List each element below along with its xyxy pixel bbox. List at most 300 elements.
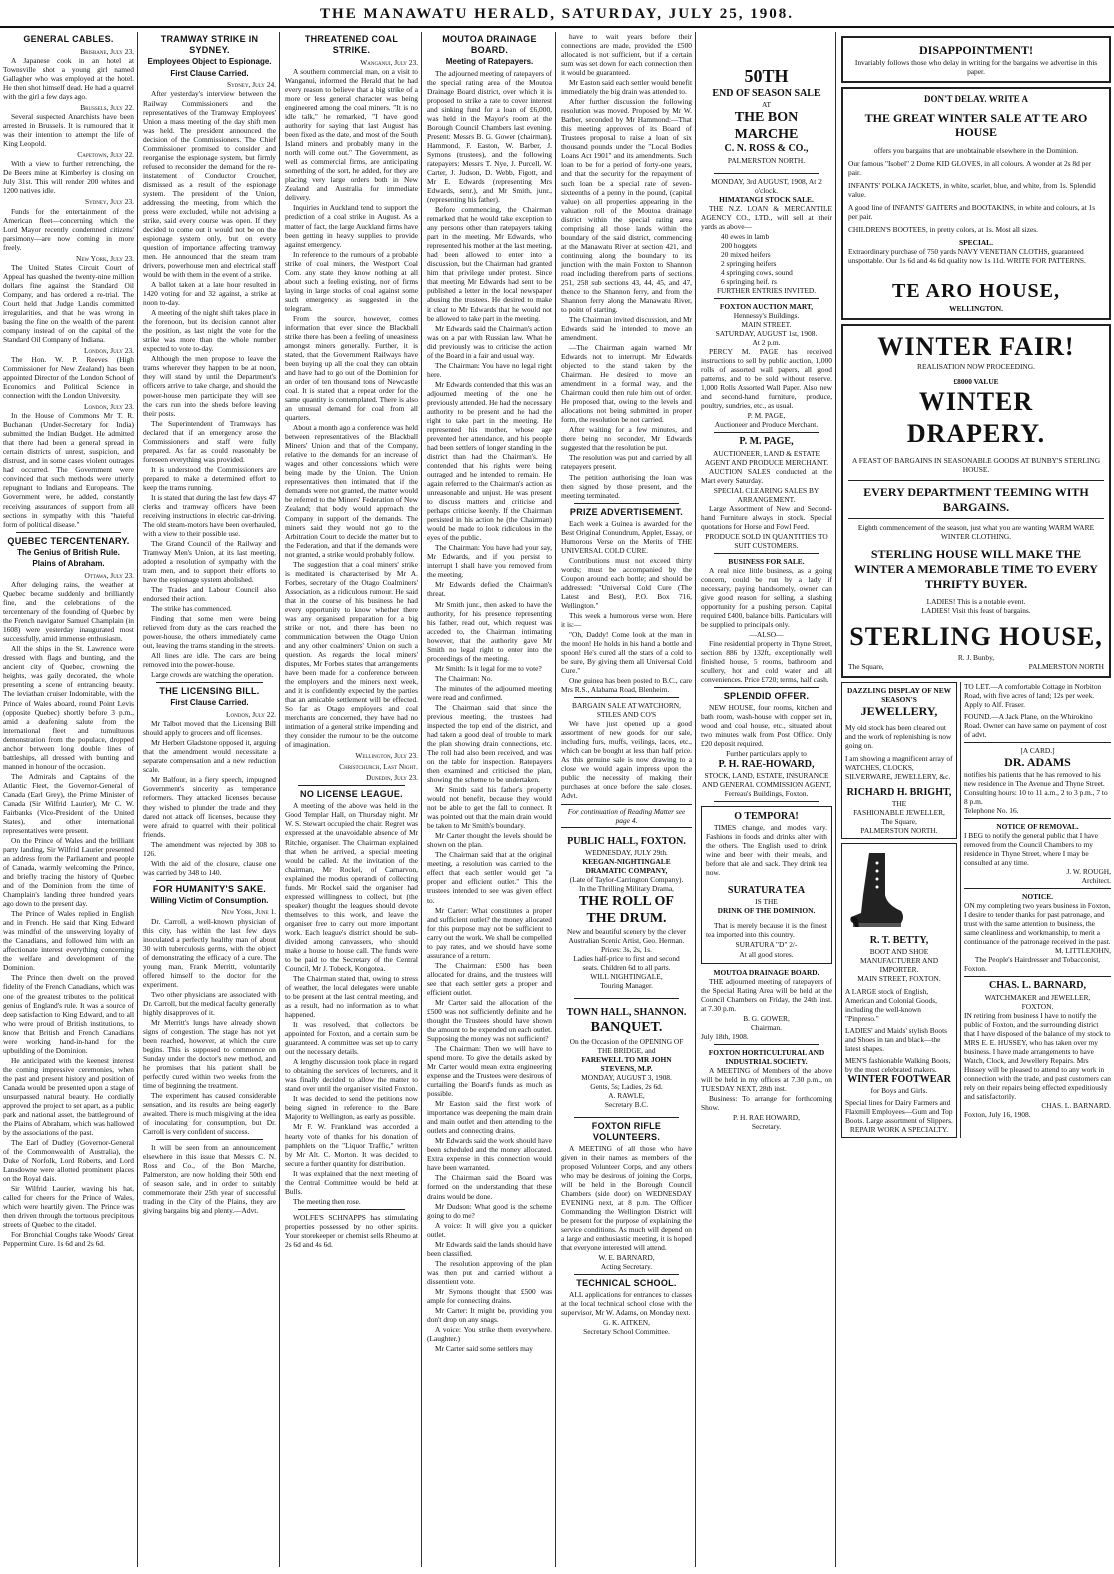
article-title: MOUTOA DRAINAGE BOARD. — [442, 34, 537, 55]
ad-title: PUBLIC HALL, FOXTON. — [567, 835, 686, 847]
paragraph: It is stated that during the last few days 47 clerks and tramway officers have been receiving instructions in electric car-driving. The old steam-motors have been overhauled, with a view to their possible use. — [143, 492, 276, 538]
paragraph: After waiting for a few minutes, and there being no seconder, Mr Edwards suggested that the resolution be put. — [561, 425, 692, 453]
ad-note: BOOT AND SHOE MANUFACTURER AND IMPORTER. — [859, 947, 939, 975]
ad-note: AT — [761, 100, 772, 110]
paragraph: The Chairman said that at the original meeting, a resolution was carried to the effect that each settler would get "a proper and efficient outlet." This the trustees intended to see was given effect to. — [427, 850, 552, 905]
ad-text: ON my completing two years business in Foxton, I desire to tender thanks for past patronage, and trust with the same attention to business, the same cleanliness and workmanship, to merit a continuance of the patronage received in the past. — [964, 901, 1111, 947]
bon-marche-ad — [701, 36, 832, 169]
ad-role: Secretary B.C. — [604, 1099, 649, 1109]
ad-text: A LARGE stock of English, American and Colonial Goods, including the well-known "Pinpreso." — [845, 986, 937, 1023]
winter-fair-ad — [841, 324, 1111, 678]
ad-text: Ladies half-price to first and second seats. Children 6d to all parts. — [573, 954, 680, 973]
ad-note: [A CARD.] — [1020, 746, 1055, 756]
article-subtitle: Plains of Abraham. — [32, 559, 105, 569]
ad-note: THE — [891, 799, 907, 809]
stock-item: 4 springing cows, sound — [721, 267, 793, 277]
ad-text: I am showing a magnificent array of WATCHES, CLOCKS, SILVERWARE, JEWELLERY, &c. — [845, 753, 953, 781]
paragraph: About a month ago a conference was held between representatives of the Blackball Miners' Union and that of the Company, relative to the demands for an increase of wages and other concessions which were being made by the Union. The Union representatives then intimated that if the demands were not granted, the matter would be referred to the Miners' Federation of New Zealand; that body would approach the Company in support of the demands. The miners said they would not go to the Arbitration Court to decide the matter but to the Federation, and that if the demands were not granted, a strike would probably follow. — [285, 423, 418, 559]
ad-note: SPECIAL. — [959, 238, 993, 248]
ad-text: A good line of INFANTS' GAITERS and BOOTAKINS, in white and colours, at 1s per pair. — [848, 203, 1096, 222]
advert-note: It will be seen from an announcement elsewhere in this issue that Messrs C. N. Ross and Co., of the Bon Marche, Palmerston, are now holding their 50th end of season sale, and in order to suitably commemorate their 25th year of successful trading in the City of the Plains, they are giving bargains big and plenty.—Advt. — [143, 1143, 276, 1216]
paragraph: Dr. Carroll, a well-known physician of this city, has within the last few days inoculated a perfectly healthy man of about 30 with tuberculosis germs, with the object of demonstrating the efficacy of a cure. The young man, Frank Merritt, voluntarily offered himself to the doctor for the experiment. — [143, 916, 276, 989]
ad-text: On the Occasion of the OPENING OF THE BRIDGE, and — [569, 1036, 684, 1055]
ad-title: FOXTON HORTICULTURAL AND INDUSTRIAL SOCIETY. — [708, 1047, 825, 1066]
paragraph: The Chairman: £500 has been allocated for drains, and the trustees will see that each settler gets a proper and efficient outlet. — [427, 960, 552, 997]
dateline: Ottawa, July 23. — [84, 571, 134, 581]
paragraph: It was resolved, that collectors be appointed for Foxton, and a certain sum be guaranteed. A committee was set up to carry out the necessary details. — [285, 1020, 418, 1057]
ad-firm: P. H. RAE-HOWARD, — [718, 758, 815, 770]
ad-text: Our famous "Isobel" 2 Dome KID GLOVES, in all colours. A wonder at 2s 8d per pair. — [848, 158, 1092, 177]
dateline: Christchurch, Last Night. — [339, 762, 418, 772]
ad-address: The Square, — [848, 661, 884, 671]
paragraph: It was explained that the next meeting of the Central Committee would be held at Bulls. — [285, 1168, 418, 1196]
ad-role: Secretary. — [751, 1122, 782, 1132]
paragraph: Mr Merritt's lungs have already shown signs of congestion. The stage has not yet been reached, however, at which the cure begins. This is supposed to commence on Sunday under the doctor's new method, and he promises that his patient shall be perfectly cured within two weeks from the time of beginning the treatment. — [143, 1017, 276, 1091]
paragraph: A meeting of the night shift takes place in the forenoon, but its decision cannot alter the position, as last night the vote for the strike was more than the whole number expected to vote to-day. — [143, 308, 276, 354]
ad-owner: R. J. Bunby, — [957, 652, 995, 662]
paragraph: All the ships in the St. Lawrence were dressed with flags and bunting, and the ancient city of Quebec, crowning the heights, was gaily decorated, the whole presenting a scene of entrancing beauty. The leviathan cruiser Indomitable, with the Prince of Wales aboard, round Point Levis (opposite Quebec) shortly before 3 p.m., amid a deafening salute from the international fleet and tumultuous demonstration from the populace, dropped anchor between long double lines of battleships, all dressed with bunting and manned in honour of the occasion. — [3, 644, 134, 771]
paragraph: Mr Balfour, in a fiery speech, impugned Government's sincerity as temperance reformers. They attacked licenses because they wished to plunder the trade and they dared not attack off licenses, because they were afraid to quarrel with their political friends. — [143, 775, 276, 839]
ad-sign: WILL NIGHTINGALE, — [590, 972, 663, 982]
ad-town: PALMERSTON NORTH — [1028, 661, 1104, 671]
paragraph: Mr Smith: Is it legal for me to vote? — [435, 663, 542, 673]
paragraph: After further discussion the following resolution was moved. Proposed by Mr W. Barber, seconded by Mr Hammond:—That this meeting approves of its Board of Trustees proposal to raise a loan of six thousand pounds under the "Local Bodies Loans Act 1901" and its amendments. Such loan to be for a period of forty-one years, and that the security for the repayment of such loan be a special rate of seven-sixteenths of a penny in the pound, (capital value) on all properties appearing in the valuation roll of the Moutoa drainage district within the special rating area comprising all those lands within the boundary of the said district, commencing at the Manawatu River at section 421, and continuing along the boundary to its junction with the main Foxton to Shannon road including therefrom parts of sections 251, 258 sub sections 43, 44, 45, and 47, thence to the Shannon ferry, and from the Shannon ferry along the Manawatu River, to point of starting. — [561, 97, 692, 314]
stock-item: 6 springing heif. rs — [721, 276, 777, 286]
dateline: Sydney, July 23. — [84, 197, 134, 207]
ad-headline: WINTER FOOTWEAR — [847, 1073, 951, 1085]
paragraph: The Admirals and Captains of the Atlantic Fleet, the Governor-General of Canada (Earl Grey), the Prime Minister of Canada (Sir Wilfrid Laurier), Mr C. W. Fairbanks (Vice-President of the United States), and other international representatives were present. — [3, 771, 134, 835]
paragraph: He anticipated with the keenest interest the coming impressive ceremonies, when the past and present history and position of Canada would be presented upon a stage of unsurpassed natural beauty. He cordially approved the project to set apart, as a public park and national asset, the battleground of the Plains of Abraham, which was hallowed by the associations of the past. — [3, 1055, 134, 1137]
ad-title: NOTICE. — [1021, 892, 1053, 902]
continuation-note: For continuation of Reading Matter see page 4. — [561, 804, 692, 828]
ad-note: Hennessy's Buildings. — [733, 310, 800, 320]
ad-note: —ALSO— — [749, 630, 784, 640]
paragraph: Before commencing, the Chairman remarked that he would take exception to any persons other than ratepayers taking part in the meeting. Mr Edwards, who represented his mother at the last meeting, had been allowed to enter into a discussion, but the Chairman had granted him that privilege under protest. Since that meeting Mr Edwards had sent to be published a letter in the local newspaper abusing the trustees. He desired to make it clear to Mr Edwards that he would not be allowed to take part in the meeting. — [427, 205, 552, 323]
article-subtitle: First Clause Carried. — [170, 68, 249, 78]
paragraph: Mr Symons thought that £500 was ample for connecting drains. — [427, 1286, 552, 1305]
ad-text: Invariably follows those who delay in writing for the bargains we advertise in this paper. — [854, 57, 1098, 76]
ad-sign: CHAS. L. BARNARD. — [1041, 1101, 1111, 1111]
ad-text: MEN'S fashionable Walking Boots, by the most celebrated makers. — [845, 1055, 951, 1074]
ad-text: AUCTION SALES conducted at the Mart every Saturday. — [701, 466, 832, 485]
classified-found: FOUND.—A Jack Plane, on the Whirokino Road. Owner can have same on payment of cost of advt. — [964, 712, 1107, 740]
paragraph: Mr Edwards said the lands should have been classified. — [427, 1239, 552, 1258]
ad-text: NEW HOUSE, four rooms, kitchen and bath room, wash-house with copper set in, wood and coal house, etc., situated about two minutes walk from Post Office. Only £20 deposit required. — [701, 703, 832, 749]
ad-address: MAIN STREET, FOXTON. — [857, 974, 941, 984]
article-body — [143, 719, 276, 877]
cable-text: Funds for the entertainment of the American fleet—concerning which the Lord Mayor recently condemned citizens' parsimony—are now coming in more freely. — [3, 206, 134, 252]
article-body — [427, 69, 552, 1353]
ad-role: Chairman. — [751, 1022, 782, 1032]
stock-item: 2 springing heifers — [721, 258, 777, 268]
cable-list — [3, 47, 134, 529]
cable-text: In the House of Commons Mr T. R. Buchanan (Under-Secretary for India) submitted the Indian Budget. He admitted that there had been a general spread in certain districts of unrest, suspicion, and distrust, and in some cases violent outrages had occurred. The Government were convinced that such methods were utterly repugnant to Indians and Europeans. The Government were, he added, constantly receiving assurances of support from all sections in sympathy with this "hateful form of political disease." — [3, 411, 134, 529]
ad-note: DRINK OF THE DOMINION. — [717, 906, 816, 916]
ad-sign: W. E. BARNARD, — [598, 1253, 655, 1263]
paragraph: —The Chairman again warned Mr Edwards not to interrupt. Mr Edwards objected to the stand taken by the Chairman. He desired to move an amendment in a formal way, and the Chairman could then rule him out of order. He proposed that, owing to the levels and allocations not being submitted in proper form, the resolution be not carried. — [561, 343, 692, 425]
paragraph: The adjourned meeting of ratepayers of the special rating area of the Moutoa Drainage Board district, over which it is proposed to strike a rate to cover interest and sinking fund for a loan of £6,000, was held in the Mayor's room at the Borough Council Chambers last evening. Present: Messrs B. G. Gower (chairman), Hammond, F. Easton, W. Barber, J. Symons (trustees), and the following ratepayers: Messrs T. Nye, J. Purcell, W. Carter, J. Judson, D. Webb, Figott, and Mr E. Edwards (representing Mrs Edwards, senr.), and Mr Smith, junr., (representing his father). — [427, 68, 552, 205]
ad-prices: Gents, 5s; Ladies, 2s 6d. — [590, 1081, 663, 1091]
ad-address: The Square, — [881, 817, 917, 827]
boot-icon — [845, 851, 905, 929]
article-title: PRIZE ADVERTISEMENT. — [569, 506, 684, 517]
ad-town: WELLINGTON. — [949, 303, 1003, 313]
ad-text: PERCY M. PAGE has received instructions to sell by public auction, 1,000 rolls of assorted wall papers, all good patterns, and to be sold without reserve. 1,000 Rolls Assorted Wall Paper. Also new and second-hand furniture, produce, poultry, sundries, etc., as usual. — [701, 347, 832, 411]
ad-headline: WINTER DRAPERY. — [906, 387, 1046, 449]
paragraph: A meeting of the above was held in the Good Templar Hall, on Thursday night. Mr W. S. Stewart occupied the chair. Regret was expressed at the unavoidable absence of Mr Ritchie, organiser. The Chairman explained that when he arrived, a special meeting would be called. At the invitation of the chairman, Mr Rockel, of Carnarvon, explained the modus operandi of collecting funds. Mr Rockel said the organiser had expressed willingness to collect, but (the speaker) thought the leagues should devote themselves to this work, and leave the organiser free to carry out more important work. Each league's district should be sub-divided among canvassers, who should make a house to house call. The funds were to be paid to the Secretary of the Central Council, Mr J. Tobeck, Kongotea. — [285, 801, 418, 973]
ad-text: My old stock has been cleared out and the work of replenishing is now going on. — [845, 722, 952, 750]
ad-note: Further particulars apply to — [726, 749, 807, 759]
paragraph: The Chairman stated that, owing to stress of weather, the local delegates were unable to be present at the last central meeting, and as a result, had no information as to what happened. — [285, 973, 418, 1020]
ad-headline: JEWELLERY, — [860, 704, 938, 719]
tempora-ad — [701, 806, 832, 964]
advert-note: For Bronchial Coughs take Woods' Great Peppermint Cure. 1s 6d and 2s 6d. — [3, 1230, 134, 1249]
paragraph: Contributions must not exceed thirty words; must be accompanied by the Coupon around each bottle; and should be addressed: "Universal Cold Cure (The Latest and Best), P.O. Box 716, Wellington." — [561, 555, 692, 610]
paragraph: All lines are idle. The cars are being removed into the power-house. — [143, 651, 276, 670]
ad-text: CHILDREN'S BOOTEES, in pretty colors, at 1s. Most all sizes. — [848, 225, 1038, 235]
left-ads — [841, 682, 961, 1138]
ad-headline: EVERY DEPARTMENT TEEMING WITH BARGAINS. — [848, 480, 1104, 519]
ad-title: SPLENDID OFFER. — [723, 691, 810, 702]
column-tramway-strike — [140, 32, 280, 1567]
ad-date: Foxton, July 16, 1908. — [964, 1110, 1031, 1120]
ad-sign: B. G. GOWER, — [743, 1013, 790, 1023]
masthead — [0, 0, 1114, 28]
ad-note: REALISATION NOW PROCEEDING. — [917, 362, 1035, 372]
paragraph: Mr Carter said the allocation of the £500 was not sufficiently definite and he thought the Trustees should have shown the amount to be expended on each outlet. Supposing the money was not sufficient? — [427, 997, 552, 1043]
paragraph: After deluging rains, the weather at Quebec became suddenly and brilliantly fine, and the celebrations of the tercentenary of the founding of Quebec by the French navigator Samuel Champlain (in 1608) were yesterday inaugurated most successfully, amid immense enthusiasm. — [3, 580, 134, 644]
ad-role: Architect. — [1081, 876, 1111, 886]
paragraph: Mr Smith said his father's property would not benefit, because they would not be able to get the fall to connect. It was pointed out that the main drain would be taken to Mr Smith's boundary. — [427, 785, 552, 831]
paragraph: Mr Edwards said the Chairman's action was on a par with Russian law. What he did previously was to criticise the action of the Board in a fair and usual way. — [427, 323, 552, 360]
ad-title: HIMATANGI STOCK SALE. — [719, 194, 814, 204]
ad-date: MONDAY, AUGUST 3, 1908. — [581, 1072, 672, 1082]
ad-note: for Boys and Girls. — [870, 1085, 928, 1095]
stock-item: 200 hoggets — [721, 240, 757, 250]
paragraph: With the aid of the closure, clause one was carried by 348 to 140. — [143, 858, 276, 877]
ad-date: WEDNESDAY, JULY 29th. — [585, 847, 668, 857]
paragraph: The Earl of Dudley (Governor-General of the Commonwealth of Australia), the Duke of Norfolk, Lord Roberts, and Lord Lansdowne were allotted prominent places on the Royal dais. — [3, 1138, 134, 1184]
ad-text: Eighth commencement of the season, just what you are wanting WARM WARE WINTER CLOTHING. — [857, 523, 1095, 542]
cable-text: A Japanese cook in an hotel at Townsville shot a young girl named Gallagher who was employed at the hotel. He then shot himself dead. He had a quarrel with the girl a few days ago. — [3, 56, 134, 102]
paragraph: The Superintendent of Tramways has declared that if an emergency arose the Commissioners and staff were fully prepared. As far as could reasonably be foreseen everything was provided. — [143, 418, 276, 464]
article-title: GENERAL CABLES. — [23, 34, 114, 44]
ad-sign: M. LITTLEJOHN, — [1054, 946, 1111, 956]
ad-role: WATCHMAKER and JEWELLER, — [984, 992, 1091, 1002]
paragraph: One guinea has been posted to B.C., care Mrs R.S., Alabama Road, Blenheim. — [561, 676, 692, 695]
ad-hours: Consulting hours: 10 to 11 a.m., 2 to 3 p.m., 7 to 8 p.m. — [964, 787, 1108, 806]
ad-text: THE adjourned meeting of ratepayers of the Special Rating Area will be held at the Council Chambers on Friday, the 24th inst. at 7.30 p.m. — [701, 976, 832, 1013]
ad-title: BUSINESS FOR SALE. — [728, 556, 805, 566]
paragraph: Mr Carter said some settlers may — [435, 1344, 533, 1353]
ad-text: LADIES! Visit this feast of bargains. — [921, 606, 1031, 616]
dateline: New York, June 1. — [221, 907, 276, 917]
ad-text: I BEG to notify the general public that I have removed from the Council Chambers to my residence in Thyne Street, where I may be consulted at any time. — [964, 831, 1099, 868]
column-coal-strike — [282, 32, 422, 1567]
stock-item: 20 mixed heifers — [721, 249, 771, 259]
article-body — [285, 67, 418, 749]
article-subtitle: The Genius of British Rule. — [17, 547, 120, 557]
ad-note: STOCK, LAND, ESTATE, INSURANCE AND GENERAL COMMISSION AGENT, — [702, 770, 831, 789]
ad-text: Extraordinary purchase of 750 yards NAVY VENETIAN CLOTHS, guaranteed unspottable. Our 1s 6d and 4s 6d quality now 1s 11d. WRITE FOR PATTERNS. — [848, 247, 1086, 266]
ad-role: Secretary School Committee. — [583, 1327, 670, 1337]
ad-town: PALMERSTON NORTH. — [727, 155, 806, 165]
dateline: New York, July 23. — [75, 253, 134, 263]
ad-text: A MEETING of all those who have given in their names as members of the proposed Volunteer Corps, and any others who may be desirous of joining the Corps, will be held in the Borough Council Chambers (side door) on WEDNESDAY EVENING next, at 8 p.m. The Officer Commanding the Wellington District will be present for the purpose of explaining the service conditions. As much will depend on a large and enthusiastic meeting, it is hoped that everyone interested will attend. — [561, 1143, 692, 1253]
column-display-ads — [838, 32, 1114, 1567]
article-subtitle: Meeting of Ratepayers. — [445, 56, 534, 66]
ad-text: IN retiring from business I have to notify the public of Foxton, and the surrounding district that I have disposed of the balance of my stock to MRS E. E. HUSSEY, who has taken over my business. I have made arrangements to have Watch, Clock, and Jewellery Repairs. Mrs Hussey will be pleased to attend to any work in connection with the trade, and past customers can rely on their repairs being effected expeditiously and satisfactorily. — [964, 1010, 1111, 1102]
paragraph: A voice: It will give you a quicker outlet. — [427, 1220, 552, 1239]
paragraph: It was decided to send the petitions now being signed in reference to the Bare Majority to Wellington, as early as possible. — [285, 1094, 418, 1122]
ad-text: Business: To arrange for forthcoming Show. — [701, 1093, 832, 1112]
ad-role: FASHIONABLE JEWELLER, — [853, 808, 945, 818]
dateline: Brisbane, July 23. — [80, 46, 134, 56]
article-title: QUEBEC TERCENTENARY. — [7, 535, 130, 546]
ad-prices: Prices: 3s, 2s, 1s. — [601, 945, 652, 955]
dateline: London, July 23. — [83, 402, 134, 412]
ad-note: AUCTIONEER, LAND & ESTATE AGENT AND PRODUCE MERCHANT. — [704, 448, 829, 467]
paragraph: The Prince then dwelt on the proved fidelity of the French Canadians, which was one of the greatest tributes to the political genius of England's rule. It was a source of deep satisfaction to King Edward, and to all who were proud of British institutions, to know that British and French Canadians were working hand-in-hand for the upbuilding of the Dominion. — [3, 973, 134, 1055]
paragraph: A lengthy discussion took place in regard to obtaining the services of lecturers, and it was finally decided to allow the matter to stand over until the organiser visited Foxton. — [285, 1057, 418, 1094]
article-title: THE LICENSING BILL. — [159, 686, 260, 697]
town-hall-ad — [561, 1003, 692, 1113]
ad-text: LADIES! This is a notable event. — [926, 597, 1026, 607]
ad-headline: WINTER FAIR! — [877, 331, 1075, 361]
ad-note: Ferreau's Buildings, Foxton. — [724, 788, 809, 798]
te-aro-ad — [841, 87, 1111, 320]
ad-text: That is merely because it is the finest tea imported into this country. — [706, 921, 827, 940]
paragraph: Sir Wilfrid Laurier, waving his hat, called for cheers for the Prince of Wales, which were heartily given. The Prince was then driven through the tortuous precipitous streets of Quebec to the citadel. — [3, 1184, 134, 1230]
paragraph: The suggestion that a coal miners' strike is meditated is characterised by Mr A. Forbes, secretary of the Otago Coalminers' Association, as a ridiculous rumour. He said that in the course of his business he had every opportunity to know whether there was any organised preparation for a big strike or not, and there has been no communication between the Otago Union and any other coalminers' Union on such a question. As regards the local miners' disputes, Mr Forbes states that arrangements have been made for a conference between the employers and the miners next week, and it is confidently expected by the parties that an amicable settlement will be effected. So far as Otago employers and coal merchants are concerned, they have had no intimation of a general strike impending and they consider the rumour to be the outcome of imagination. — [285, 559, 418, 750]
paragraph: This week a humorous verse won. Here it is:— — [561, 610, 692, 629]
article-body — [143, 89, 276, 679]
ad-text: FAREWELL TO MR JOHN STEVENS, M.P. — [581, 1054, 672, 1073]
paragraph: Mr Edwards defied the Chairman's threat. — [427, 580, 552, 599]
ad-text: notifies his patients that he has removed to his new residence in The Avenue and Thyne Street. — [964, 769, 1105, 788]
ad-title: FOXTON AUCTION MART, — [719, 301, 814, 311]
paragraph: The Chairman: No. — [435, 673, 493, 683]
ad-title: END OF SEASON SALE — [712, 87, 821, 99]
paragraph: Mr Edwards said the work should have been scheduled and the money allocated. Extra expense in this connection would have been warranted. — [427, 1136, 552, 1173]
paragraph: The Chairman: You have had your say, Mr Edwards, and if you persist to interrupt I shall have you removed from the meeting. — [427, 543, 552, 580]
ad-headline: THE BON MARCHE — [734, 110, 799, 143]
bargain-title: BARGAIN SALE AT WATCHORN, STILES AND CO'S — [572, 701, 681, 720]
ad-text: THE N.Z. LOAN & MERCANTILE AGENCY CO., LTD., will sell at their yards as above— — [701, 203, 832, 231]
ad-title: DON'T DELAY. WRITE A — [923, 93, 1029, 104]
paragraph: The resolution approving of the plan was then put and carried without a dissentient vote. — [427, 1258, 552, 1286]
ad-firm: R. T. BETTY, — [869, 935, 929, 947]
betty-ad — [841, 843, 957, 1138]
paragraph: Although the men propose to leave the trams wherever they happen to be at noon, they will stand by until the Department's officers arrive to take charge, and should the power-house men participate they will see the cars run into the sheds before leaving their posts. — [143, 354, 276, 418]
paragraph: Finding that some men were being relieved from duty as the cars reached the power-house, the others immediately came out, leaving the trams standing in the streets. — [143, 614, 276, 651]
article-title: THREATENED COAL STRIKE. — [304, 34, 399, 55]
ad-time: At 2 p.m. — [752, 338, 781, 348]
ad-firm: CHAS. L. BARNARD, — [989, 980, 1086, 992]
ad-sign: P. M. PAGE, — [747, 411, 786, 421]
ad-note: (Late of Taylor-Carrington Company). — [569, 874, 684, 884]
paragraph: The Chairman: Then we will have to spend more. To give the details asked by Mr Carter would mean extra engineering expense and the Trustees were desirous of curtailing the Board's funds as much as possible. — [427, 1044, 552, 1099]
paragraph: Mr Easton said each settler would benefit immediately the big drain was attended to. — [561, 78, 692, 97]
paragraph: Inquiries in Auckland tend to support the prediction of a coal strike in August. As a matter of fact, the large Auckland firms have been getting in heavy supplies to provide against emergency. — [285, 203, 418, 249]
ad-text: Large Assortment of New and Second-hand Furniture always in stock. Special quotations for Horse and Fowl Feed. — [701, 503, 832, 531]
paragraph: A voice: You strike them everywhere. (Laughter.) — [427, 1324, 552, 1343]
ad-text: A FEAST OF BARGAINS IN SEASONABLE GOODS AT BUNBY'S STERLING HOUSE. — [851, 455, 1101, 474]
cable-text: Several suspected Anarchists have been arrested in Brussels. It is rumoured that it was their intention to attempt the life of King Leopold. — [3, 112, 134, 149]
article-body — [143, 917, 276, 1137]
paragraph: The Chairman: You have no legal right here. — [427, 360, 552, 379]
article-subtitle: Willing Victim of Consumption. — [150, 895, 269, 905]
article-subtitle: First Clause Carried. — [170, 698, 249, 708]
stock-list — [701, 232, 832, 286]
ad-firm: RICHARD H. BRIGHT, — [846, 786, 952, 798]
paragraph: After yesterday's interview between the Railway Commissioners and the representatives of the Tramway Employees' Union a mass meeting of the day shift men was held. The president announced the decision of the Commissioners. The Chief Commissioner promised to consider and reorganise the espionage system, but firmly refused to reconsider the demand for the re-instatement of Conductor Croucher, dismissed as a result of the espionage system. The president of the Union, addressing the meeting, from which the press were excluded, while not advising a strike, said every course was open. If they decided to come out it would not be on the espionage system only, but on every question of importance affecting tramway men. He announced that the steam tram drivers, powerhouse men and electrical staff would be with them in the event of a strike. — [143, 89, 276, 280]
ad-headline: BANQUET. — [590, 1020, 663, 1036]
paragraph: Mr F. W. Frankland was accorded a hearty vote of thanks for his donation of pamphlets on the "Liquor Traffic," written by Mr Alt. C. Morton. It was decided to secure a further quantity for distribution. — [285, 1122, 418, 1168]
prize-body — [561, 519, 692, 695]
jewellery-ad — [841, 682, 957, 839]
paragraph: The Grand Council of the Railway and Tramway Men's Union, at its last meeting, adopted a resolution of sympathy with the tram men, and to support their efforts to have the espionage system abolished. — [143, 539, 276, 585]
public-hall-ad — [561, 832, 692, 995]
article-body — [561, 32, 692, 500]
paragraph: The minutes of the adjourned meeting were read and confirmed. — [427, 683, 552, 702]
ad-text: Fine residential property in Thyne Street, section 886 by 132ft, exceptionally well finished house, 5 rooms, bathroom and scullery, hot and cold water and all conveniences. Price £720; terms, half cash. — [701, 639, 832, 685]
ad-town: Foxton. — [964, 964, 987, 974]
ad-note: SPECIAL CLEARING SALES BY ARRANGEMENT. — [713, 485, 820, 504]
ad-note: FURTHER ENTRIES INVITED. — [716, 285, 817, 295]
ad-firm: STERLING HOUSE, — [849, 622, 1103, 652]
dateline: London, July 22. — [225, 710, 276, 720]
article-body — [285, 801, 418, 1205]
column-general-cables — [0, 32, 138, 1567]
ad-sign: J. W. ROUGH, — [1066, 867, 1111, 877]
paragraph: Mr Carter: It might be, providing you don't drop on any snags. — [427, 1305, 552, 1324]
classified-to-let: TO LET.—A comfortable Cottage in Norbiton Road, with five acres of land; 12s per week. Apply to Alf. Fraser. — [964, 681, 1102, 710]
dateline: Dunedin, July 23. — [366, 773, 418, 783]
paragraph: A ballot taken at a late hour resulted in 1420 voting for and 32 against, a strike at noon to-day. — [143, 280, 276, 308]
ad-note: IS THE — [755, 897, 778, 907]
ad-note: SURATURA "D" 2/- — [735, 940, 798, 950]
ad-town: PALMERSTON NORTH. — [860, 826, 938, 836]
ad-text: A MEETING of Members of the above will be held in my offices at 7.30 p.m., on TUESDAY NEXT, 28th inst. — [701, 1065, 832, 1093]
ad-headline: THE ROLL OF THE DRUM. — [579, 893, 674, 926]
cable-text: The United States Circuit Court of Appeal has quashed the twenty-nine million dollars fine against the Standard Oil Company, and has ordered a re-trial. The Court held that Judge Landis committed irregularities, and that he was wrong in basing the fine on the wealth of the parent company instead of on the capital of the Standard Oil Company of Indiana. — [3, 262, 134, 344]
column-advertisements — [698, 32, 836, 1567]
dateline: Wellington, July 23. — [355, 751, 418, 761]
paragraph: "Oh, Daddy! Come look at the man in the moon! He holds in his hand a bottle and spoon! He's cured all the stars of a cold to be sure, By giving them all Universal Cold Cure." — [561, 629, 692, 676]
paragraph: Mr Edwards contended that this was an adjourned meeting of the one he previously attended. He had the necessary authority to be present and he had the right to take part in the meeting. He represented his mother, whose age prevented her attendance, and his people had been settlers of longer standing in the district than had the Chairman's. He contended that his rights were being outraged and he intended to remain. He again referred to the Chairman's action as unreasonable and unjust. He was present to discuss matters and criticise and perhaps criticise keenly. If the Chairman persisted in his action he (the Chairman) would be made to look ridiculous in the eyes of the public. — [427, 379, 552, 543]
stock-item: 40 ewes in lamb — [721, 231, 770, 241]
ad-company: KEEGAN-NIGHTINGALE DRAMATIC COMPANY, — [582, 856, 671, 875]
paragraph: Large crowds are watching the operation. — [151, 670, 274, 680]
ad-note: MAIN STREET. — [741, 320, 792, 330]
paragraph: Mr Talbot moved that the Licensing Bill should apply to grocers and off licenses. — [143, 719, 276, 738]
paragraph: From the source, however, comes information that ever since the Blackball strike there has been a feeling of uneasiness amongst miners generally. Further, it is stated, that the Government Railways have been buying up all the coal they can obtain and have had to go out of the Dominion for an order of ten thousand tons of Newcastle coal. It is stated that a repeat order for the same quantity is contemplated. There is also an unusual demand for coal from all quarters. — [285, 313, 418, 423]
ad-role: Touring Manager. — [600, 981, 653, 991]
ad-date: July 18th, 1908. — [701, 1031, 749, 1041]
paragraph: The resolution was put and carried by all ratepayers present. — [561, 453, 692, 472]
ad-headline: SURATURA TEA — [727, 885, 806, 897]
ad-note: £8000 VALUE — [953, 377, 999, 387]
article-title: NO LICENSE LEAGUE. — [300, 789, 403, 800]
ad-firm: C. N. ROSS & CO., — [724, 143, 809, 155]
masthead-title: THE MANAWATU HERALD, SATURDAY, JULY 25, 1908. — [320, 6, 794, 22]
paragraph: The Trades and Labour Council also endorsed their action. — [143, 585, 276, 604]
paragraph: The meeting then rose. — [293, 1196, 361, 1206]
ad-role: The People's Hairdresser and Tobacconist, — [974, 955, 1101, 965]
paragraph: The strike has commenced. — [151, 604, 232, 614]
ad-role: Acting Secretary. — [600, 1262, 653, 1272]
cable-text: The Hon. W. P. Reeves (High Commissioner for New Zealand) has been appointed Director of the London School of Economics and Political Science in connection with the London University. — [3, 355, 134, 401]
cable-text: With a view to further retrenching, the De Beers mine at Kimberley is closing on July 31st. This will render 200 whites and 1200 natives idle. — [3, 159, 134, 196]
article-title: FOR HUMANITY'S SAKE. — [152, 883, 267, 894]
paragraph: The petition authorising the loan was then signed by those present, and the meeting terminated. — [561, 472, 692, 500]
ad-text: ALL applications for entrances to classes at the local technical school close with the supervisor, Mr W. Adams, on Monday next. — [561, 1290, 692, 1318]
ad-title: DAZZLING DISPLAY OF NEW SEASON'S — [846, 685, 952, 705]
ad-text: New and beautiful scenery by the clever Australian Scenic Artist, Geo. Herman. — [566, 927, 687, 946]
dateline: London, July 23. — [83, 345, 134, 355]
paragraph: Two other physicians are associated with Dr. Carroll, but the medical faculty generally highly disapproves of it. — [143, 989, 276, 1017]
paragraph: Mr Herbert Gladstone opposed it, arguing that the amendment would necessitate a separate compensation and a new reduction scale. — [143, 738, 276, 775]
article-title: TECHNICAL SCHOOL. — [576, 1278, 677, 1289]
ad-firm: TE ARO HOUSE, — [891, 280, 1061, 303]
article-title: FOXTON RIFLE VOLUNTEERS. — [591, 1120, 662, 1142]
dateline: Wanganui, July 23. — [360, 57, 418, 67]
ad-headline: STERLING HOUSE WILL MAKE THE WINTER A MEMORABLE TIME TO EVERY THRIFTY BUYER. — [854, 547, 1098, 591]
ad-text: TIMES change, and modes vary. Fashions in foods and drinks alter with the others. The English used to drink wine and beer with their meals, and before that ale and sack. They drink tea now. — [706, 822, 827, 878]
article-subtitle: Employees Object to Espionage. — [147, 56, 272, 66]
ad-title: P. M. PAGE, — [739, 436, 794, 448]
ad-title: TOWN HALL, SHANNON. — [566, 1007, 687, 1019]
paragraph: The experiment has caused considerable sensation, and its results are being eagerly awaited. There is much misgiving at the idea of inoculating for consumption, but Dr. Carroll is very confident of success. — [143, 1091, 276, 1137]
ad-text: LADIES' and Maids' stylish Boots and Shoes in tan and black—the latest shapes. — [845, 1025, 948, 1053]
paragraph: The Chairman said the Board was formed on the understanding that these drains would be done. — [427, 1173, 552, 1201]
ad-note: At all good stores. — [739, 949, 794, 959]
right-ads — [964, 682, 1111, 1138]
ad-title: NOTICE OF REMOVAL. — [996, 821, 1079, 831]
paragraph: Mr Smith junr., then asked to have the authority, for his presence representing his father, read out, which request was acceded to, the Chairman intimating however, that the authority gave Mr Smith no legal right to enter into the proceedings of the meeting. — [427, 599, 552, 663]
ad-phone: Telephone No. 16. — [964, 805, 1019, 815]
ad-date: MONDAY, 3rd AUGUST, 1908, At 2 o'clock. — [711, 176, 822, 195]
paragraph: Mr Carter thought the levels should be shown on the plan. — [427, 831, 552, 850]
paragraph: It is understood the Commissioners are prepared to make a determined effort to keep the trams running. — [143, 464, 276, 492]
ad-note: In the Thrilling Military Drama, — [579, 883, 674, 893]
paragraph: have to wait years before their connections are made, provided the £500 allocated is not sufficient, but if a certain sum was set down for each connection then it would be guaranteed. — [561, 32, 692, 78]
ad-town: FOXTON. — [1021, 1001, 1054, 1011]
ad-sign: G. K. AITKEN, — [602, 1318, 650, 1328]
paragraph: Mr Easton said the first work of importance was deepening the main drain and main outlet and then attending to the outlets and connecting drains. — [427, 1099, 552, 1136]
ad-note: PRODUCE SOLD IN QUANTITIES TO SUIT CUSTOMERS. — [705, 531, 828, 550]
ad-text: INFANTS' POLKA JACKETS, in white, scarlet, blue, and white, from 1s. Splendid value. — [848, 181, 1096, 200]
disappointment-ad — [841, 36, 1111, 83]
bargain-text: We have just opened up a good assortment of new goods for our sale, including furs, muffs, veilings, laces, etc., which can be bought at less than half price. As this genuine sale is now drawing to a close we would again impress upon the public the necessity of making their purchases at once before the sale closes. Advt. — [561, 719, 692, 801]
paragraph: A southern commercial man, on a visit to Wanganui, informed the Herald that he had every reason to believe that a big strike of a more or less general character was being engineered among the coal miners. "It is no idle talk," he remarked, "I have good authority for saying that last August has been fixed as the date, and most of the South Island miners and probably many in the north will come out." The Government, as well as commercial firms, are anticipating something of the sort, he added, for they are placing very large orders both in New Zealand and Australia for immediate delivery. — [285, 66, 418, 203]
ad-date: SATURDAY, AUGUST 1st, 1908. — [715, 329, 818, 339]
column-drainage-board — [424, 32, 556, 1567]
ad-headline: 50TH — [744, 66, 789, 86]
paragraph: Each week a Guinea is awarded for the Best Original Conundrum, Applet, Essay, or Humorous Verse on the Merits of THE UNIVERSAL COLD CURE. — [561, 518, 692, 555]
dateline: Brussels, July 22. — [80, 103, 134, 113]
paragraph: The amendment was rejected by 308 to 126. — [143, 839, 276, 858]
ad-headline: THE GREAT WINTER SALE AT TE ARO HOUSE — [864, 110, 1088, 140]
paragraph: Mr Dudson: What good is the scheme going to do me? — [427, 1201, 552, 1220]
ad-title: MOUTOA DRAINAGE BOARD. — [713, 967, 820, 977]
dateline: Sydney, July 24. — [226, 80, 276, 90]
paragraph: The Prince of Wales replied in English and in French. He said that King Edward was mindful of the unswerving loyalty of the Canadians, and followed him with an affectionate interest everything concerning the welfare and development of the Dominion. — [3, 909, 134, 973]
paragraph: The Chairman said that since the previous meeting, the trustees had inspected the top end of the district, and had taken a good deal of trouble to mark the plan showing drain connections, etc. The roll had also been received, and was on the table for inspection. Ratepayers then examined and criticised the plan, showing the scheme to be undertaken. — [427, 702, 552, 785]
ad-sign: P. H. RAE HOWARD, — [733, 1113, 800, 1123]
ad-text: offers you bargains that are unobtainable elsewhere in the Dominion. — [873, 145, 1079, 155]
